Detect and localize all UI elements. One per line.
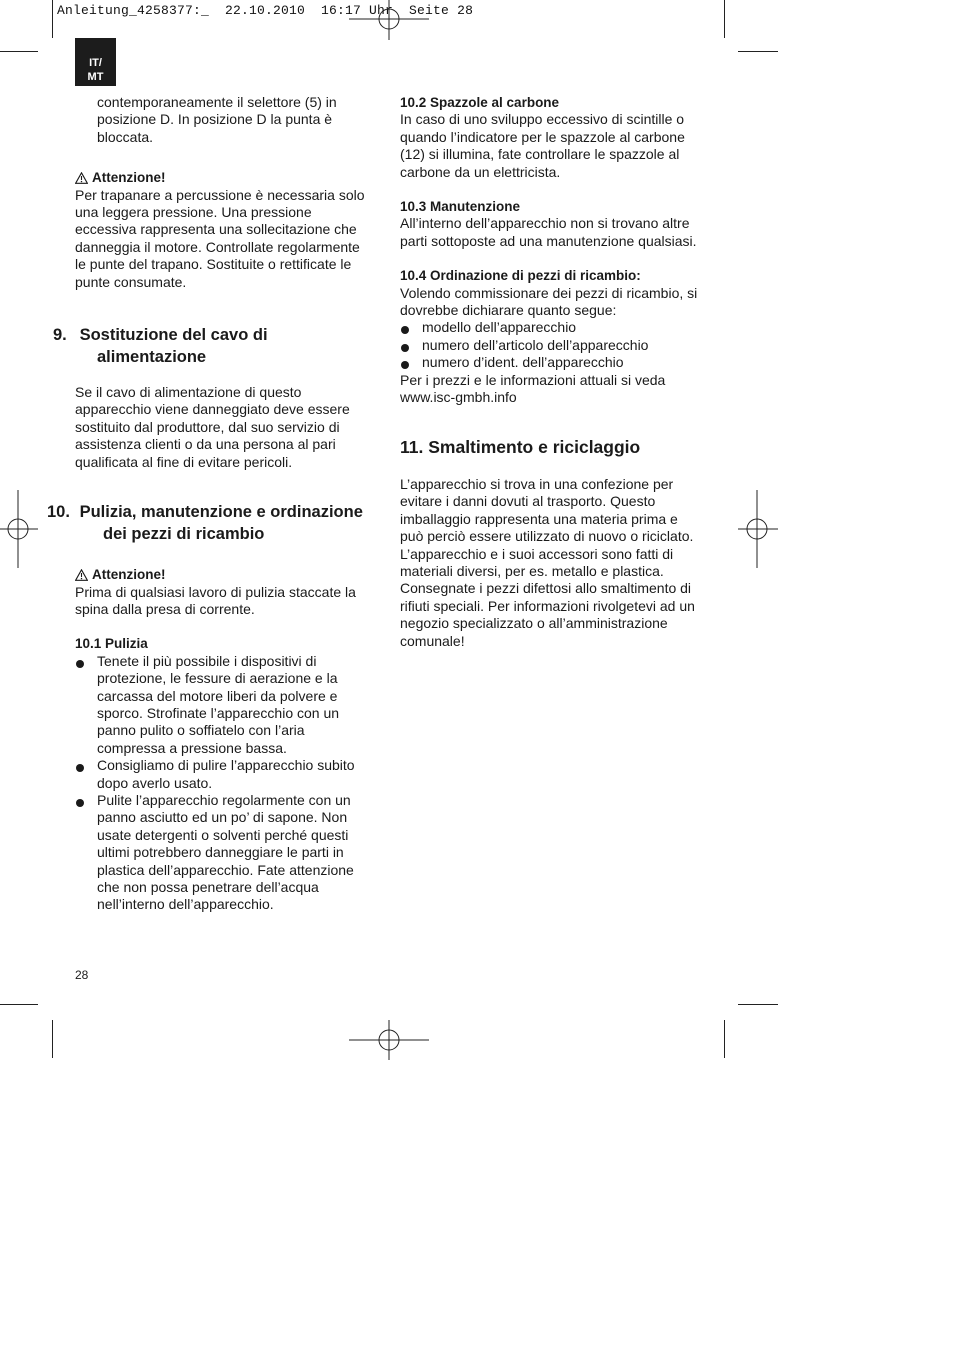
subsection-heading: 10.4 Ordinazione di pezzi di ricambio: xyxy=(400,268,641,284)
list-item: numero d’ident. dell’apparecchio xyxy=(400,354,702,371)
crop-mark xyxy=(738,51,778,52)
print-slug: Anleitung_4258377:_ 22.10.2010 16:17 Uhr Seite 28 xyxy=(57,3,474,18)
list-item: numero dell’articolo dell’apparecchio xyxy=(400,337,702,354)
registration-mark-icon xyxy=(738,490,778,568)
left-column xyxy=(47,94,373,914)
section-title: Pulizia, manutenzione e ordinazione dei pezzi di ricambio xyxy=(79,503,363,543)
language-code: IT/ xyxy=(89,57,102,69)
section-11-heading: 11. Smaltimento e riciclaggio xyxy=(400,436,641,457)
crop-mark xyxy=(0,51,38,52)
warning-heading xyxy=(75,169,373,186)
warning-title: Attenzione! xyxy=(92,170,166,186)
list-item: Consigliamo di pulire l’apparecchio subito dopo averlo usato. xyxy=(75,757,373,792)
paragraph: In caso di uno sviluppo eccessivo di scintille o quando l’indicatore per le spazzole al carbone (12) si illumina, fate controllare le spazzole al carbone da un elettricista. xyxy=(400,111,685,180)
crop-mark xyxy=(0,1004,38,1005)
section-11-text: L’apparecchio si trova in una confezione per evitare i danni dovuti al trasporto. Questo imballaggio rappresenta una materia prima e può perciò essere utilizzato di nuovo o riciclato. L’apparecchio e i suoi accessori sono fatti di materiali diversi, per es. metallo e plastica. Consegnate i pezzi difettosi allo smaltimento di rifiuti speciali. Per informazioni rivolgetevi ad un negozio specializzato o all’amministrazione comunale! xyxy=(400,476,695,649)
registration-mark-icon xyxy=(349,1020,429,1060)
registration-mark-icon xyxy=(0,490,38,568)
intro-paragraph: contemporaneamente il selettore (5) in posizione D. In posizione D la punta è bloccata. xyxy=(97,94,337,145)
warning-text: Prima di qualsiasi lavoro di pulizia staccate la spina dalla presa di corrente. xyxy=(75,583,356,617)
crop-mark xyxy=(724,0,725,38)
subsection-heading: 10.2 Spazzole al carbone xyxy=(400,95,560,110)
warning-title: Attenzione! xyxy=(92,567,166,583)
paragraph: Volendo commissionare dei pezzi di ricambio, si dovrebbe dichiarare quanto segue: xyxy=(400,284,698,319)
page-number: 28 xyxy=(75,968,89,982)
list-item: Tenete il più possibile i dispositivi di protezione, le fessure di aerazione e la carcassa del motore liberi da polvere e sporco. Strofinate l’apparecchio con un panno pulito o soffiatelo con l’aria compressa a pressione bassa. xyxy=(75,653,373,757)
section-9-heading: 9. Sostituzione del cavo di alimentazione xyxy=(53,326,268,366)
list-item: Pulite l’apparecchio regolarmente con un panno asciutto ed un po’ di sapone. Non usate detergenti o solventi perché questi ultimi potrebbero danneggiare le parti in plastica dell’apparecchio. Fate attenzione che non possa penetrare dell’acqua nell’interno dell’apparecchio. xyxy=(75,792,373,914)
cleaning-list xyxy=(75,653,373,914)
warning-heading xyxy=(75,566,373,583)
language-badge xyxy=(75,38,116,86)
subsection-heading: 10.3 Manutenzione xyxy=(400,199,521,215)
warning-triangle-icon xyxy=(75,569,88,581)
registration-mark-icon xyxy=(349,0,429,40)
section-title: Sostituzione del cavo di alimentazione xyxy=(79,326,268,366)
right-column xyxy=(400,94,702,650)
section-10-heading: 10. Pulizia, manutenzione e ordinazione dei pezzi di ricambio xyxy=(47,503,363,543)
subsection-heading: 10.1 Pulizia xyxy=(75,636,148,652)
crop-mark xyxy=(724,1020,725,1058)
crop-mark xyxy=(738,1004,778,1005)
crop-mark xyxy=(52,1020,53,1058)
paragraph: Per i prezzi e le informazioni attuali si veda www.isc-gmbh.info xyxy=(400,371,666,406)
section-9-text: Se il cavo di alimentazione di questo apparecchio viene danneggiato deve essere sostituito dal produttore, dal suo servizio di assistenza clienti o da una persona al pari qualificata al fine di evitare pericoli. xyxy=(75,384,350,470)
paragraph: All’interno dell’apparecchio non si trovano altre parti sottoposte ad una manutenzione qualsiasi. xyxy=(400,215,697,249)
warning-triangle-icon xyxy=(75,172,88,184)
crop-mark xyxy=(52,0,53,38)
spare-parts-list xyxy=(400,319,702,371)
warning-text: Per trapanare a percussione è necessaria solo una leggera pressione. Una pressione eccessiva rappresenta una sollecitazione che danneggia il motore. Controllate regolarmente le punte del trapano. Sostituite o rettificate le punte consumate. xyxy=(75,186,365,290)
list-item: modello dell’apparecchio xyxy=(400,319,702,336)
language-code: MT xyxy=(87,71,104,83)
